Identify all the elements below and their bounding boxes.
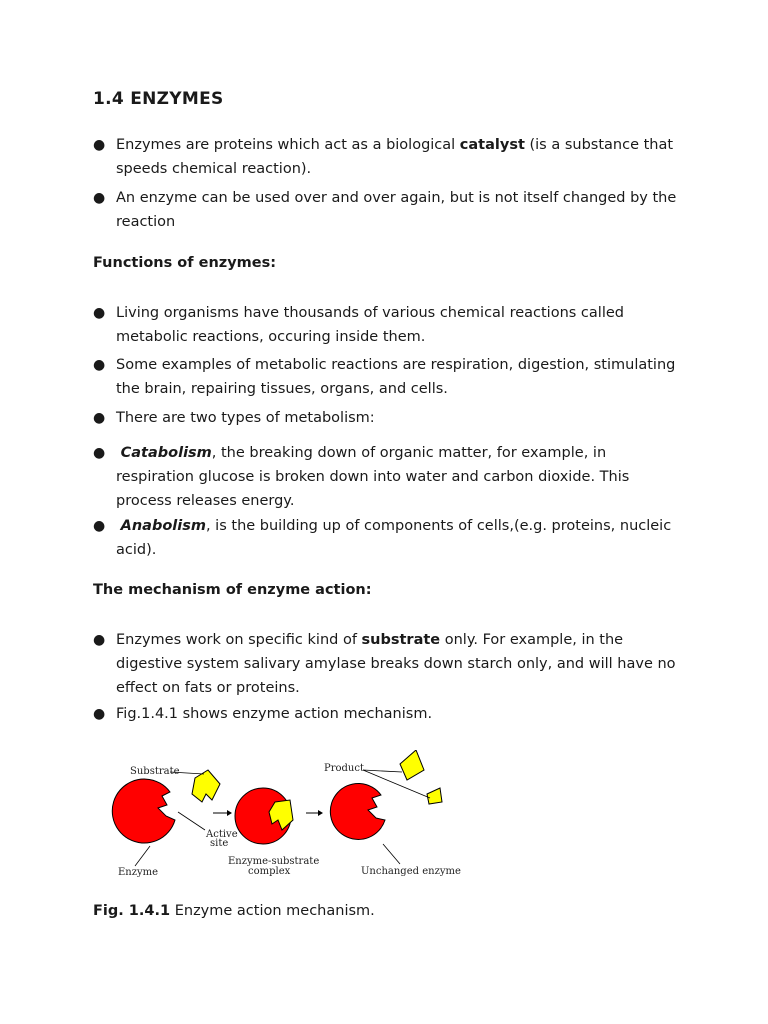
product-shape-1 [400,750,424,780]
list-item [93,353,683,403]
label-complex-line2: complex [248,866,291,877]
bullet-text: Some examples of metabolic reactions are respiration, digestion, stimulating the brain, repairing tissues, organs, and cells. [116,357,676,397]
term-anabolism: Anabolism [120,518,206,534]
bullet-text: There are two types of metabolism: [116,410,375,426]
label-enzyme: Enzyme [118,867,159,878]
substrate-shape [192,770,220,802]
keyword-catalyst: catalyst [459,137,525,153]
bullet-text: Living organisms have thousands of various chemical reactions called metabolic reactions, occuring inside them. [116,305,624,345]
enzyme-mechanism-figure [110,750,470,882]
product-shape-2 [427,788,442,804]
arrow-head-icon [318,810,323,816]
label-active-site-line1: Active [206,829,238,840]
list-item [93,186,683,236]
bullet-text: An enzyme can be used over and over again, but is not itself changed by the reaction [116,190,677,230]
figure-caption-text: Enzyme action mechanism. [170,903,375,919]
unchanged-enzyme-shape [330,783,385,839]
bullet-icon: ● [93,410,106,426]
list-item-catabolism [93,441,683,509]
list-item [93,301,683,351]
list-item [93,406,683,432]
list-item-anabolism [93,514,683,564]
bullet-text: Fig.1.4.1 shows enzyme action mechanism. [116,706,433,722]
bullet-icon: ● [93,357,106,373]
figure-number: Fig. 1.4.1 [93,903,171,919]
bullet-icon: ● [93,706,106,722]
bullet-icon: ● [93,305,106,321]
list-item [93,702,683,728]
label-active-site-line2: site [210,838,229,849]
label-substrate: Substrate [130,766,180,777]
label-product: Product [324,763,364,774]
list-item [93,628,683,698]
bullet-text: Catabolism, the breaking down of organic matter, for example, in respiration glucose is broken down into water and carbon dioxide. This process releases energy. [116,445,630,509]
unchanged-leader-line [383,844,400,864]
section-title: 1.4 ENZYMES [93,89,224,109]
bullet-icon: ● [93,445,106,461]
label-complex-line1: Enzyme-substrate [228,856,320,867]
figure-caption [93,903,375,919]
enzyme-shape-1 [112,779,175,843]
bullet-icon: ● [93,190,106,206]
list-item [93,133,683,183]
mechanism-heading: The mechanism of enzyme action: [93,582,372,598]
bullet-text: Anabolism, is the building up of components of cells,(e.g. proteins, nucleic acid). [116,518,672,558]
label-unchanged-enzyme: Unchanged enzyme [361,866,461,877]
bullet-text: Enzymes are proteins which act as a biological catalyst (is a substance that speeds chemical reaction). [116,137,674,177]
keyword-substrate: substrate [361,632,441,648]
bullet-icon: ● [93,518,106,534]
functions-heading: Functions of enzymes: [93,255,277,271]
bullet-icon: ● [93,137,106,153]
enzyme-leader-line [135,846,150,866]
term-catabolism: Catabolism [120,445,212,461]
bullet-text: Enzymes work on specific kind of substrate only. For example, in the digestive system salivary amylase breaks down starch only, and will have no effect on fats or proteins. [116,632,676,696]
arrow-head-icon [227,810,232,816]
product-leader-line-1 [363,770,402,772]
active-site-leader-line [178,812,205,830]
bullet-icon: ● [93,632,106,648]
